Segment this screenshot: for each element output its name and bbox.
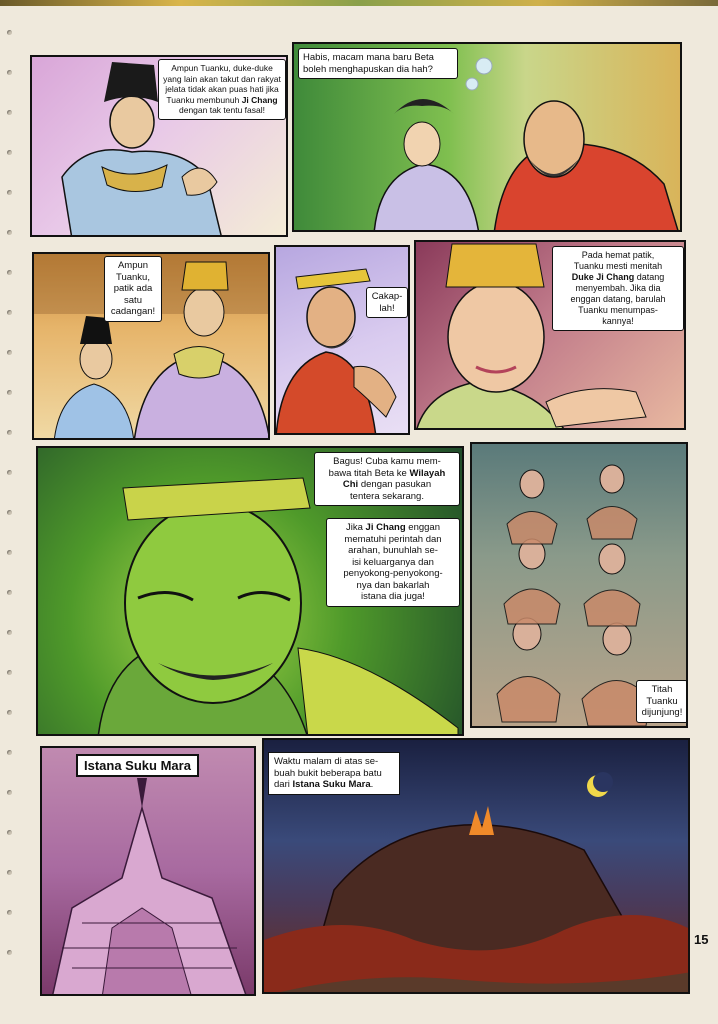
location-title: Istana Suku Mara — [76, 754, 199, 777]
speech-balloon: Habis, macam mana baru Beta boleh menghapuskan dia hah? — [298, 48, 458, 79]
speech-balloon-top: Bagus! Cuba kamu mem- bawa titah Beta ke Wilayah Chi dengan pasukan tentera sekarang. — [314, 452, 460, 506]
speech-balloon-bottom: Jika Ji Chang enggan mematuhi perintah dan arahan, bunuhlah se- isi keluarganya dan penyokong-penyokong- nya dan bakarlah istana dia juga! — [326, 518, 460, 607]
palace-illustration — [42, 748, 256, 996]
panel-3 — [32, 252, 270, 440]
panel-8 — [40, 746, 256, 996]
narration-caption: Waktu malam di atas se- buah bukit beberapa batu dari Istana Suku Mara. — [268, 752, 400, 795]
panel-5 — [414, 240, 686, 430]
speech-balloon: Ampun Tuanku, patik ada satu cadangan! — [104, 256, 162, 322]
speech-balloon: Cakap- lah! — [366, 287, 408, 318]
panel-6 — [36, 446, 464, 736]
panel-7 — [470, 442, 688, 728]
emperor-figure — [276, 247, 410, 435]
speech-balloon: Pada hemat patik, Tuanku mesti menitah Duke Ji Chang datang menyembah. Jika dia enggan datang, barulah Tuanku menumpas- kannya! — [552, 246, 684, 331]
panel-1 — [30, 55, 288, 237]
panel-4 — [274, 245, 410, 435]
page-number: 15 — [694, 932, 709, 947]
panel-9 — [262, 738, 690, 994]
speech-balloon: Ampun Tuanku, duke-duke yang lain akan takut dan rakyat jelata tidak akan puas hati jika Tuanku membunuh Ji Chang dengan tak tentu fasal! — [158, 59, 286, 120]
cover-strip — [0, 0, 718, 6]
binder-holes — [4, 30, 18, 1010]
speech-balloon: Titah Tuanku dijunjung! — [636, 680, 688, 723]
panel-2 — [292, 42, 682, 232]
